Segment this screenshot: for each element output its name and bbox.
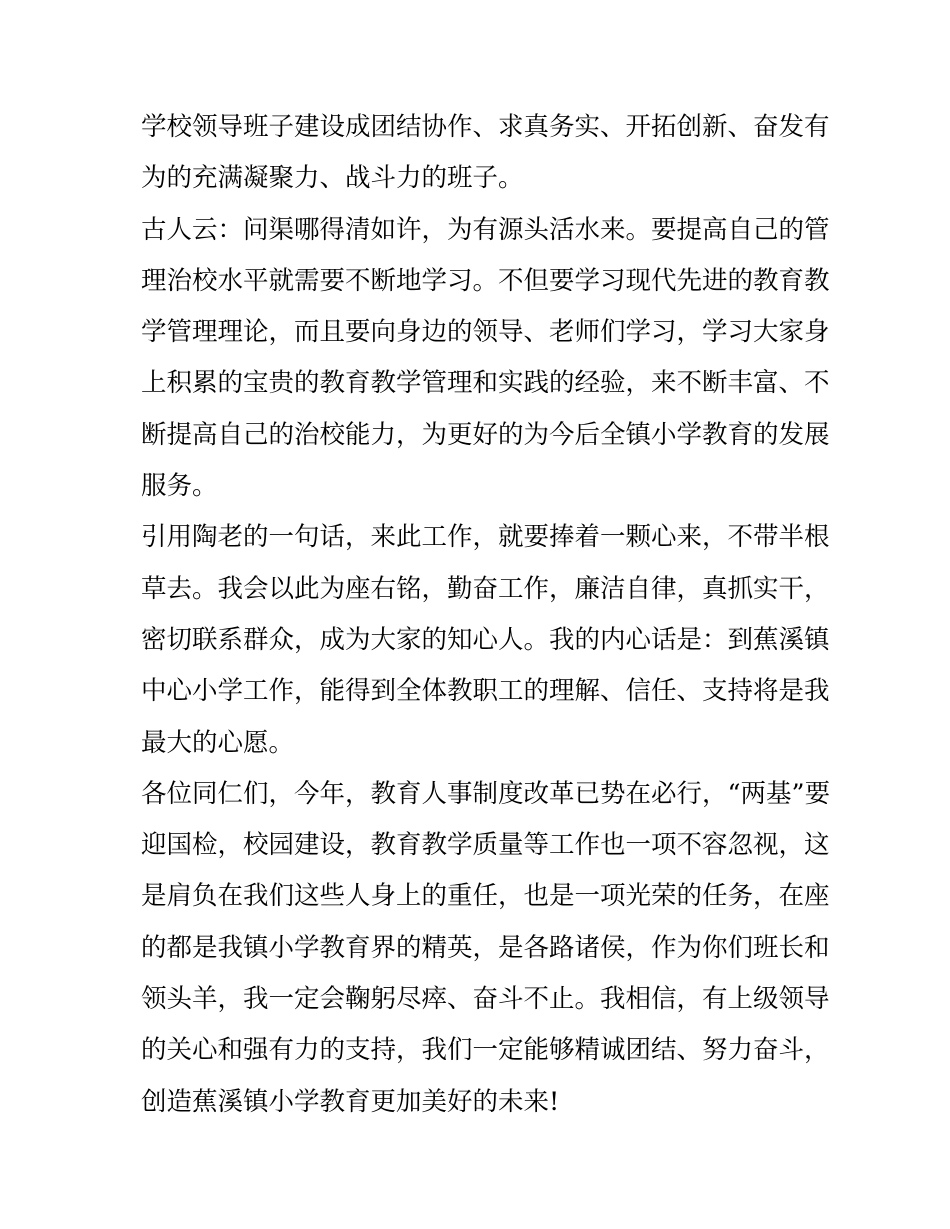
text-line: 古人云：问渠哪得清如许，为有源头活水来。要提高自己的管 [141, 214, 830, 245]
text-line: 服务。 [141, 471, 218, 502]
text-line: 领头羊，我一定会鞠躬尽瘁、奋斗不止。我相信，有上级领导 [141, 984, 830, 1015]
text-line: 是肩负在我们这些人身上的重任，也是一项光荣的任务，在座 [141, 881, 830, 912]
text-line: 草去。我会以此为座右铭，勤奋工作，廉洁自律，真抓实干， [141, 573, 830, 604]
text-line: 理治校水平就需要不断地学习。不但要学习现代先进的教育教 [141, 265, 830, 296]
text-line: 引用陶老的一句话，来此工作，就要捧着一颗心来，不带半根 [141, 522, 830, 553]
document-body [141, 102, 831, 1128]
text-line: 各位同仁们，今年，教育人事制度改革已势在必行，“两基”要 [141, 778, 831, 809]
text-line: 为的充满凝聚力、战斗力的班子。 [141, 163, 524, 194]
text-line: 中心小学工作，能得到全体教职工的理解、信任、支持将是我 [141, 676, 830, 707]
text-line: 的都是我镇小学教育界的精英，是各路诸侯，作为你们班长和 [141, 932, 830, 963]
text-line: 创造蕉溪镇小学教育更加美好的未来! [141, 1086, 560, 1117]
text-line: 密切联系群众，成为大家的知心人。我的内心话是：到蕉溪镇 [141, 624, 830, 655]
text-line: 最大的心愿。 [141, 727, 295, 758]
text-line: 学校领导班子建设成团结协作、求真务实、开拓创新、奋发有 [141, 112, 830, 142]
text-line: 断提高自己的治校能力，为更好的为今后全镇小学教育的发展 [141, 419, 830, 450]
text-line: 迎国检，校园建设，教育教学质量等工作也一项不容忽视，这 [141, 830, 830, 861]
text-line: 的关心和强有力的支持，我们一定能够精诚团结、努力奋斗， [141, 1035, 830, 1066]
text-line: 上积累的宝贵的教育教学管理和实践的经验，来不断丰富、不 [141, 368, 830, 399]
text-line: 学管理理论，而且要向身边的领导、老师们学习，学习大家身 [141, 317, 830, 348]
